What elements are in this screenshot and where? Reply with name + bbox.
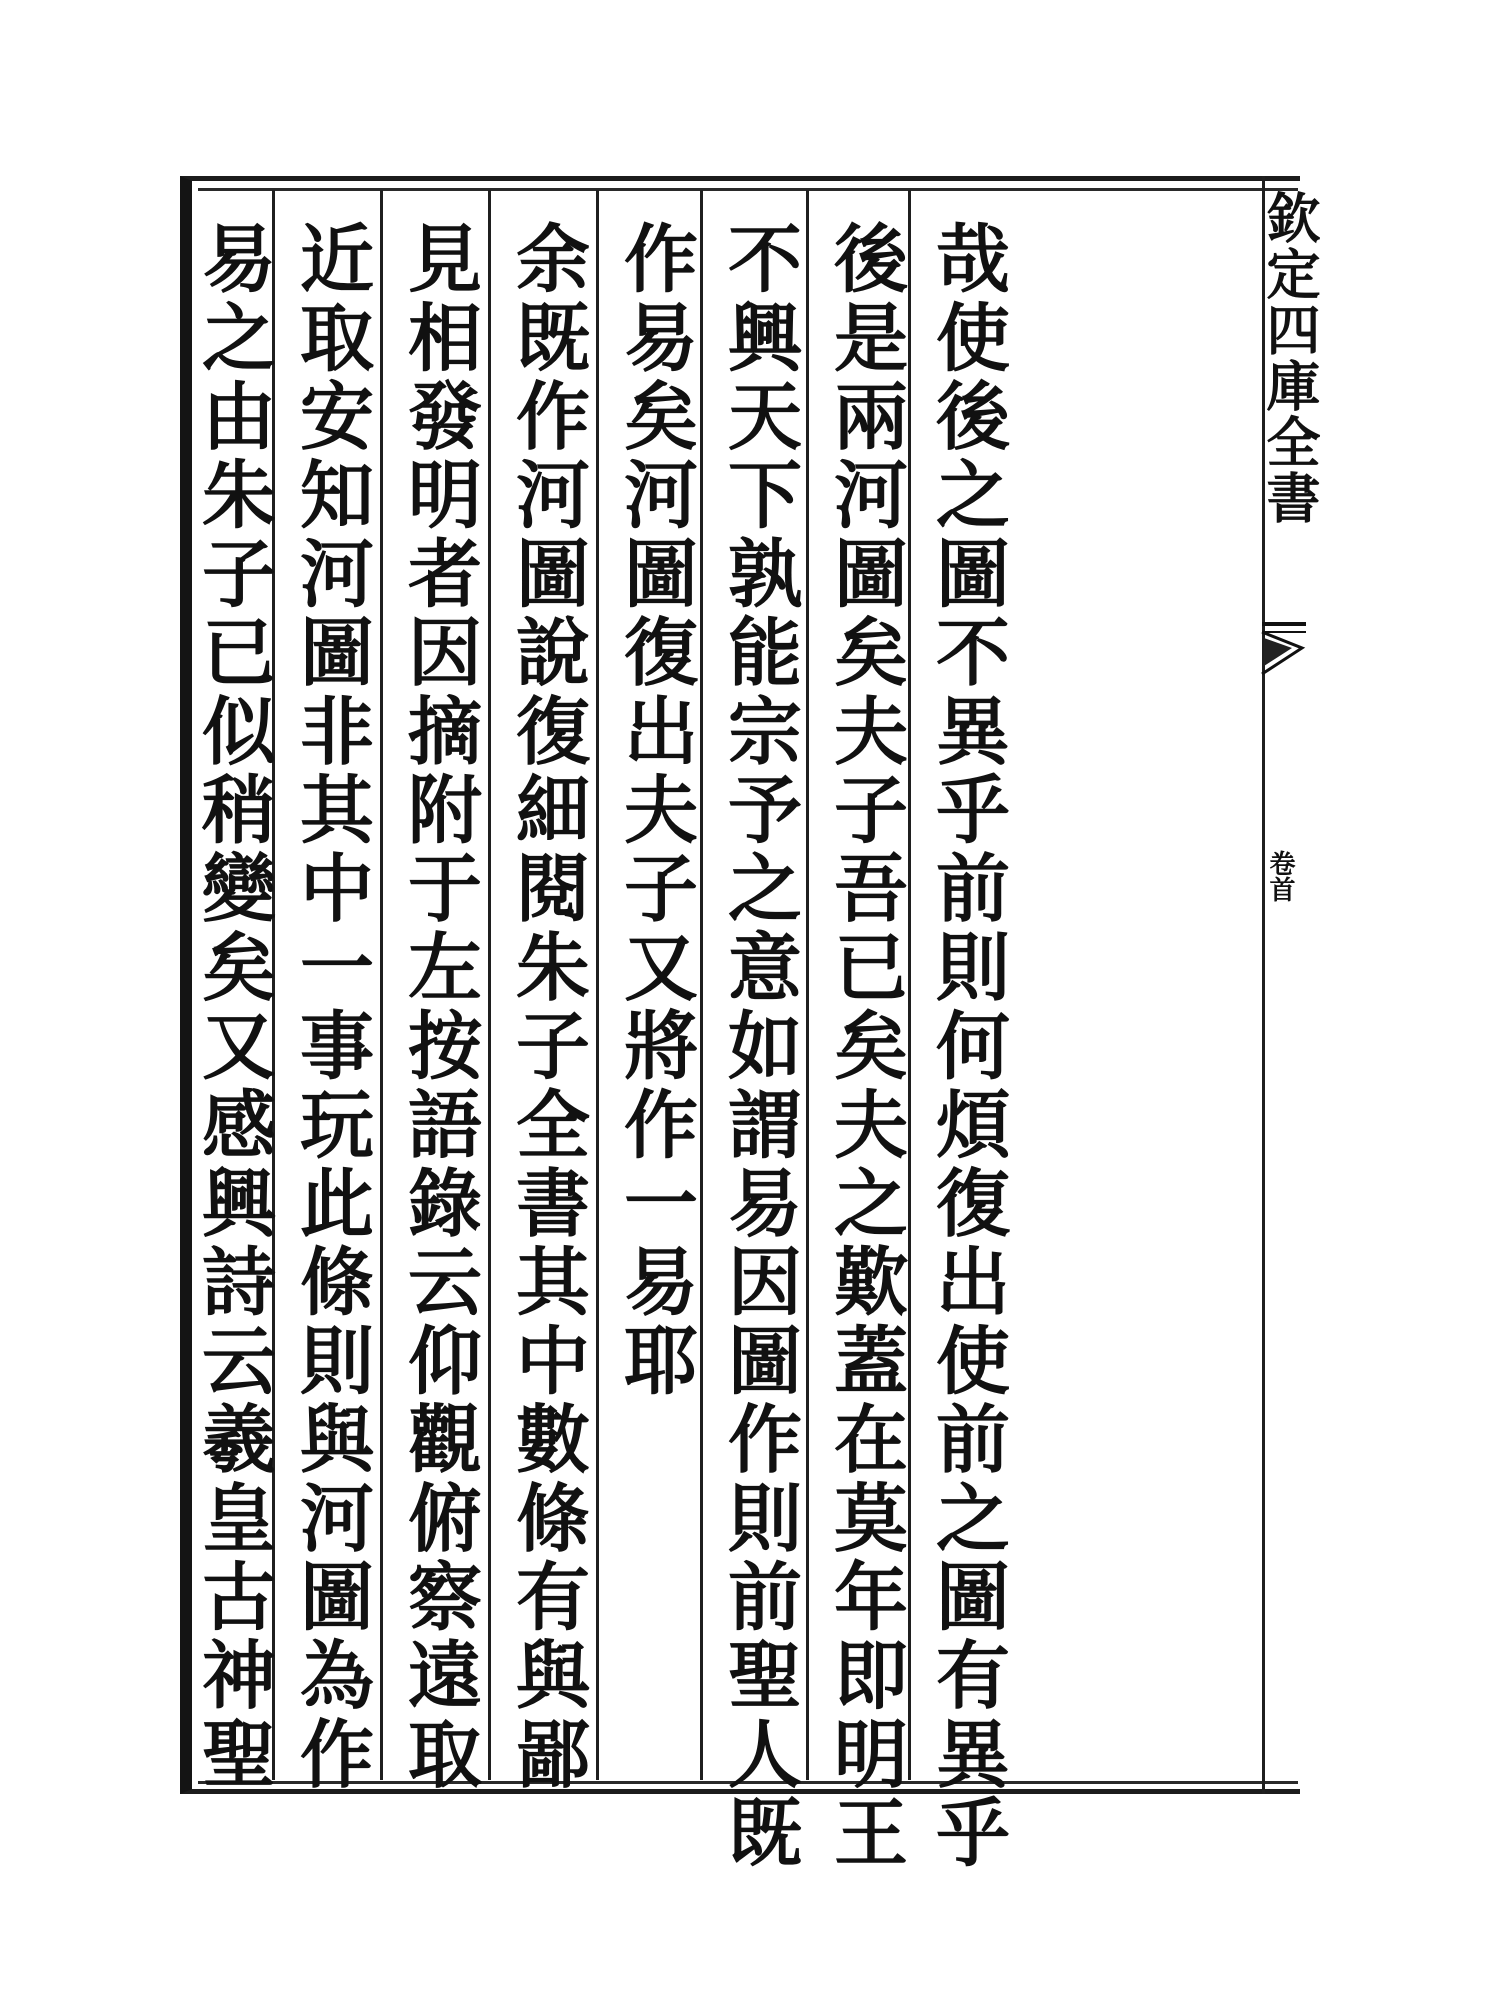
- text-column: 後是兩河圖矣夫子吾已矣夫之歎蓋在莫年即明王: [822, 220, 908, 1873]
- fish-tail-ornament: [1262, 622, 1306, 682]
- text-column: 不興天下孰能宗予之意如謂易因圖作則前聖人既: [716, 220, 802, 1873]
- text-column: 近取安知河圖非其中一事玩此條則與河圖為作: [288, 220, 374, 1794]
- book-title: 欽定四庫全書: [1258, 190, 1322, 526]
- text-column: 余既作河圖說復細閱朱子全書其中數條有與鄙: [504, 220, 590, 1794]
- text-column: 易之由朱子已似稍變矣又感興詩云羲皇古神聖: [190, 220, 276, 1794]
- text-column: 見相發明者因摘附于左按語錄云仰觀俯察遠取: [396, 220, 482, 1794]
- volume-label: 卷首: [1265, 850, 1295, 902]
- text-column: 作易矣河圖復出夫子又將作一易耶: [612, 220, 698, 1401]
- text-column: 哉使後之圖不異乎前則何煩復出使前之圖有異乎: [924, 220, 1010, 1873]
